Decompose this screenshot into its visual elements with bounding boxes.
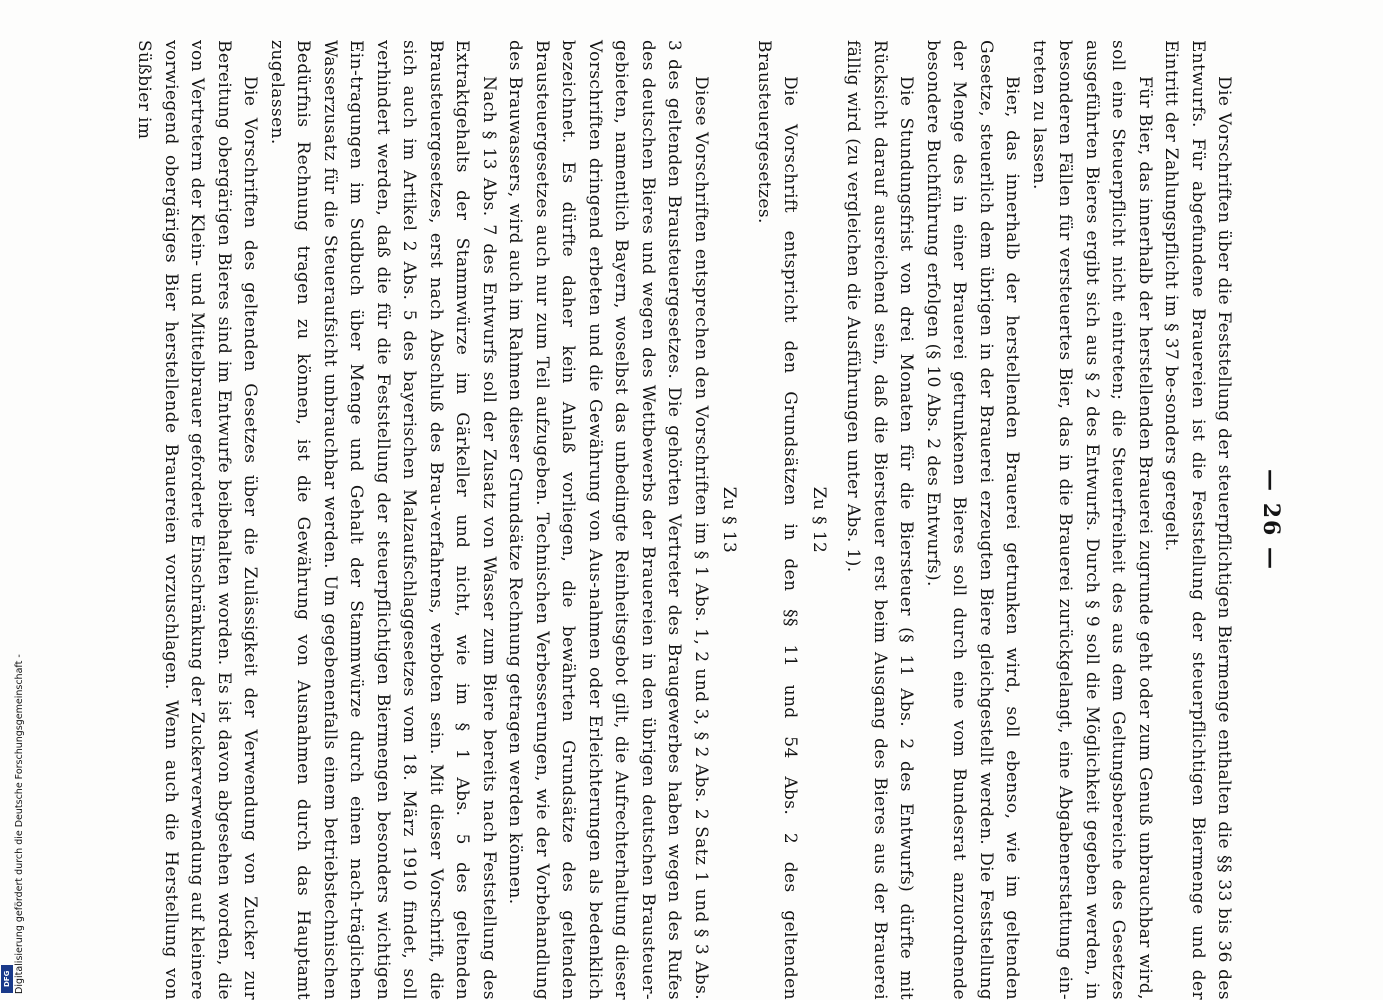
- page-text-block: [92, 40, 1302, 1000]
- paragraph: Nach § 13 Abs. 7 des Entwurfs soll der Zusatz von Wasser zum Biere bereits nach Feststellung des Extraktgehalts der Stammwürze im Gärkeller und nicht, wie im § 1 Abs. 5 des geltenden Brausteuergesetzes, erst nach Abschluß des Brau-verfahrens, verboten sein. Mit dieser Vorschrift, die sich auch im Artikel 2 Abs. 5 des bayerischen Malzaufschlaggesetzes vom 18. März 1910 findet, soll verhindert werden, daß die für die Feststellung der steuerpflichtigen Biermengen besonders wichtigen Ein-tragungen im Sudbuch über Menge und Gehalt der Stammwürze durch einen nach-träglichen Wasserzusatz für die Steueraufsicht unbrauchbar werden. Um gegebenenfalls einem betriebstechnischen Bedürfnis Rechnung tragen zu können, ist die Gewährung von Ausnahmen durch das Hauptamt zugelassen.: [267, 40, 499, 1000]
- paragraph: Für Bier, das innerhalb der herstellenden Brauerei zugrunde geht oder zum Genuß unbrauchbar wird, soll eine Steuerpflicht nicht eintreten; die Steuerfreiheit des aus dem Geltungsbereiche des Gesetzes ausgeführten Bieres ergibt sich aus § 2 des Entwurfs. Durch § 9 soll die Möglichkeit gegeben werden, in besonderen Fällen für versteuertes Bier, das in die Brauerei zurückgelangt, eine Abgabenerstattung ein-treten zu lassen.: [1029, 40, 1155, 1000]
- paragraph: Die Vorschriften des geltenden Gesetzes über die Zulässigkeit der Verwendung von Zucker zur Bereitung obergärigen Bieres sind im Entwurfe beibehalten worden. Es ist davon abgesehen worden, die von Vertretern der Klein- und Mittelbrauer geforderte Einschränkung der Zuckerverwendung auf kleinere vorwiegend obergäriges Bier herstellende Brauereien vorzuschlagen. Wenn auch die Herstellung von Süßbier im: [134, 40, 261, 1000]
- paragraph: Diese Vorschriften entsprechen den Vorschriften im § 1 Abs. 1, 2 und 3, § 2 Abs. 2 Satz 1 und § 3 Abs. 3 des geltenden Brausteuergesetzes. Die gehörten Vertreter des Braugewerbes haben wegen des Rufes des deutschen Bieres und wegen des Wettbewerbs der Brauereien in den übrigen deutschen Brausteuer-gebieten, namentlich Bayern, woselbst das unbedingte Reinheitsgebot gilt, die Aufrechterhaltung dieser Vorschriften dringend erbeten und die Gewährung von Aus-nahmen oder Erleichterungen als bedenklich bezeichnet. Es dürfte daher kein Anlaß vorliegen, die bewährten Grundsätze des geltenden Brausteuergesetzes auch nur zum Teil aufzugeben. Technischen Verbesserungen, wie der Vorbehandlung des Brauwassers, wird auch im Rahmen dieser Grundsätze Rechnung getragen werden können.: [505, 40, 711, 1000]
- section-heading: Zu § 13: [719, 486, 740, 554]
- section-heading: Zu § 12: [809, 486, 829, 554]
- paragraph: Die Vorschriften über die Feststellung der steuerpflichtigen Biermenge enthalten die §§ 33 bis 36 des Entwurfs. Für abgefundene Brauereien ist die Feststellung der steuerpflichtigen Biermenge und der Eintritt der Zahlungspflicht im § 37 be-sonders geregelt.: [1161, 40, 1235, 1000]
- digitization-credit-text: Digitalisierung gefördert durch die Deutsche Forschungsgemeinschaft -: [14, 654, 25, 994]
- digitization-credit-strip: [0, 0, 25, 1000]
- paragraph: Die Vorschrift entspricht den Grundsätzen in den §§ 11 und 54 Abs. 2 des geltenden Brausteuergesetzes.: [754, 40, 801, 1000]
- paragraph: Bier, das innerhalb der herstellenden Brauerei getrunken wird, soll ebenso, wie im geltenden Gesetze, steuerlich dem übrigen in der Brauerei erzeugten Biere gleichgestellt werden. Die Feststellung der Menge des in einer Brauerei getrunkenen Bieres soll durch eine vom Bundesrat anzuordnende besondere Buchführung erfolgen (§ 10 Abs. 2 des Entwurfs).: [923, 40, 1023, 1000]
- page-number: — 26 —: [1258, 469, 1284, 571]
- rotated-scan: [92, 40, 1302, 1000]
- paragraph: Die Stundungsfrist von drei Monaten für die Biersteuer (§ 11 Abs. 2 des Entwurfs) dürfte mit Rücksicht darauf ausreichend sein, daß die Biersteuer erst beim Ausgang des Bieres aus der Brauerei fällig wird (zu vergleichen die Ausführungen unter Abs. 1).: [843, 40, 917, 1000]
- dfg-logo: DFG: [1, 965, 13, 993]
